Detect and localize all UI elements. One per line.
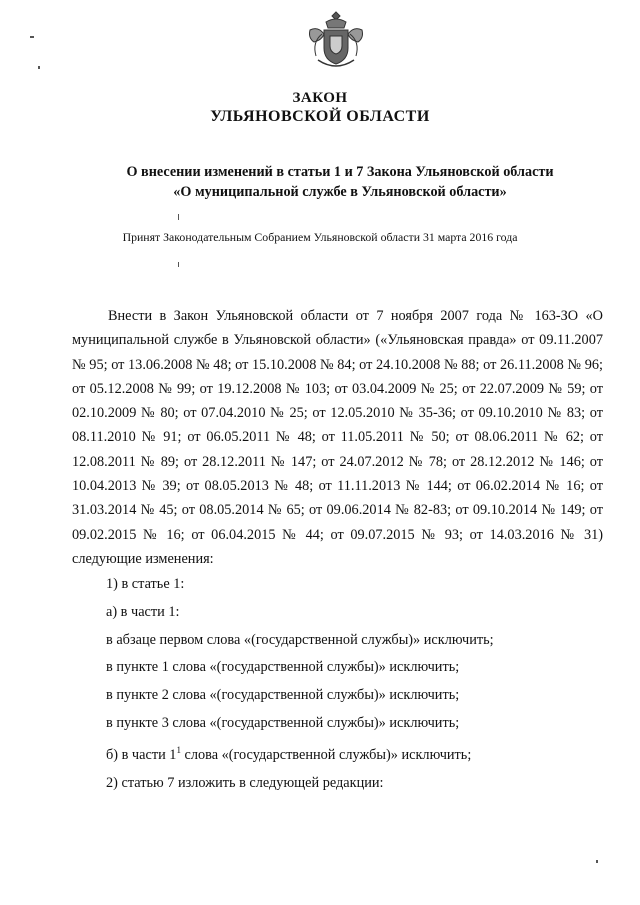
scan-artifact: [596, 860, 598, 863]
list-item-b: [72, 737, 603, 769]
region-heading: УЛЬЯНОВСКОЙ ОБЛАСТИ: [210, 108, 430, 125]
document-body: [72, 304, 603, 798]
item-b-superscript: 1: [176, 745, 181, 756]
adoption-note: Принят Законодательным Собранием Ульяновской области 31 марта 2016 года: [122, 230, 518, 244]
subject-line-2: «О муниципальной службе в Ульяновской области»: [173, 184, 507, 200]
list-item: в абзаце первом слова «(государственной службы)» исключить;: [106, 631, 494, 648]
list-item: 2) статью 7 изложить в следующей редакции:: [106, 774, 384, 791]
subject-line-1: О внесении изменений в статьи 1 и 7 Закона Ульяновской области: [126, 164, 554, 180]
scan-artifact: [178, 262, 179, 267]
list-item: в пункте 3 слова «(государственной службы)» исключить;: [106, 714, 460, 731]
scan-artifact: [30, 36, 34, 38]
list-item: в пункте 2 слова «(государственной службы)» исключить;: [106, 687, 460, 704]
list-item: а) в части 1:: [106, 603, 180, 620]
law-subject-title: [40, 162, 640, 202]
item-b-prefix: б) в части 1: [106, 747, 177, 764]
scan-artifact: [38, 66, 40, 69]
item-b-rest: слова «(государственной службы)» исключить;: [180, 747, 472, 764]
list-item: 1) в статье 1:: [106, 576, 185, 593]
scan-artifact: [178, 214, 179, 220]
intro-paragraph: Внести в Закон Ульяновской области от 7 ноября 2007 года № 163-ЗО «О муниципальной службе в Ульяновской области» («Ульяновская правда» от 09.11.2007 № 95; от 13.06.2008 № 48; от 15.10.2008 № 84; от 24.10.2008 № 88; от 26.11.2008 № 96; от 05.12.2008 № 99; от 19.12.2008 № 103; от 03.04.2009 № 25; от 22.07.2009 № 59; от 02.10.2009 № 80; от 07.04.2010 № 25; от 12.05.2010 № 35-36; от 09.10.2010 № 83; от 08.11.2010 № 91; от 06.05.2011 № 48; от 11.05.2011 № 50; от 08.06.2011 № 62; от 12.08.2011 № 89; от 28.12.2011 № 147; от 24.07.2012 № 78; от 28.12.2012 № 146; от 10.04.2013 № 39; от 08.05.2013 № 48; от 11.11.2013 № 144; от 06.02.2014 № 16; от 31.03.2014 № 45; от 08.05.2014 № 65; от 09.06.2014 № 82-83; от 09.10.2014 № 149; от 09.02.2015 № 16; от 06.04.2015 № 44; от 09.07.2015 № 93; от 14.03.2016 № 31) следующие изменения:: [72, 308, 603, 567]
list-item: в пункте 1 слова «(государственной службы)» исключить;: [106, 659, 460, 676]
document-type-heading: ЗАКОН: [292, 90, 348, 106]
coat-of-arms-icon: [300, 8, 372, 72]
